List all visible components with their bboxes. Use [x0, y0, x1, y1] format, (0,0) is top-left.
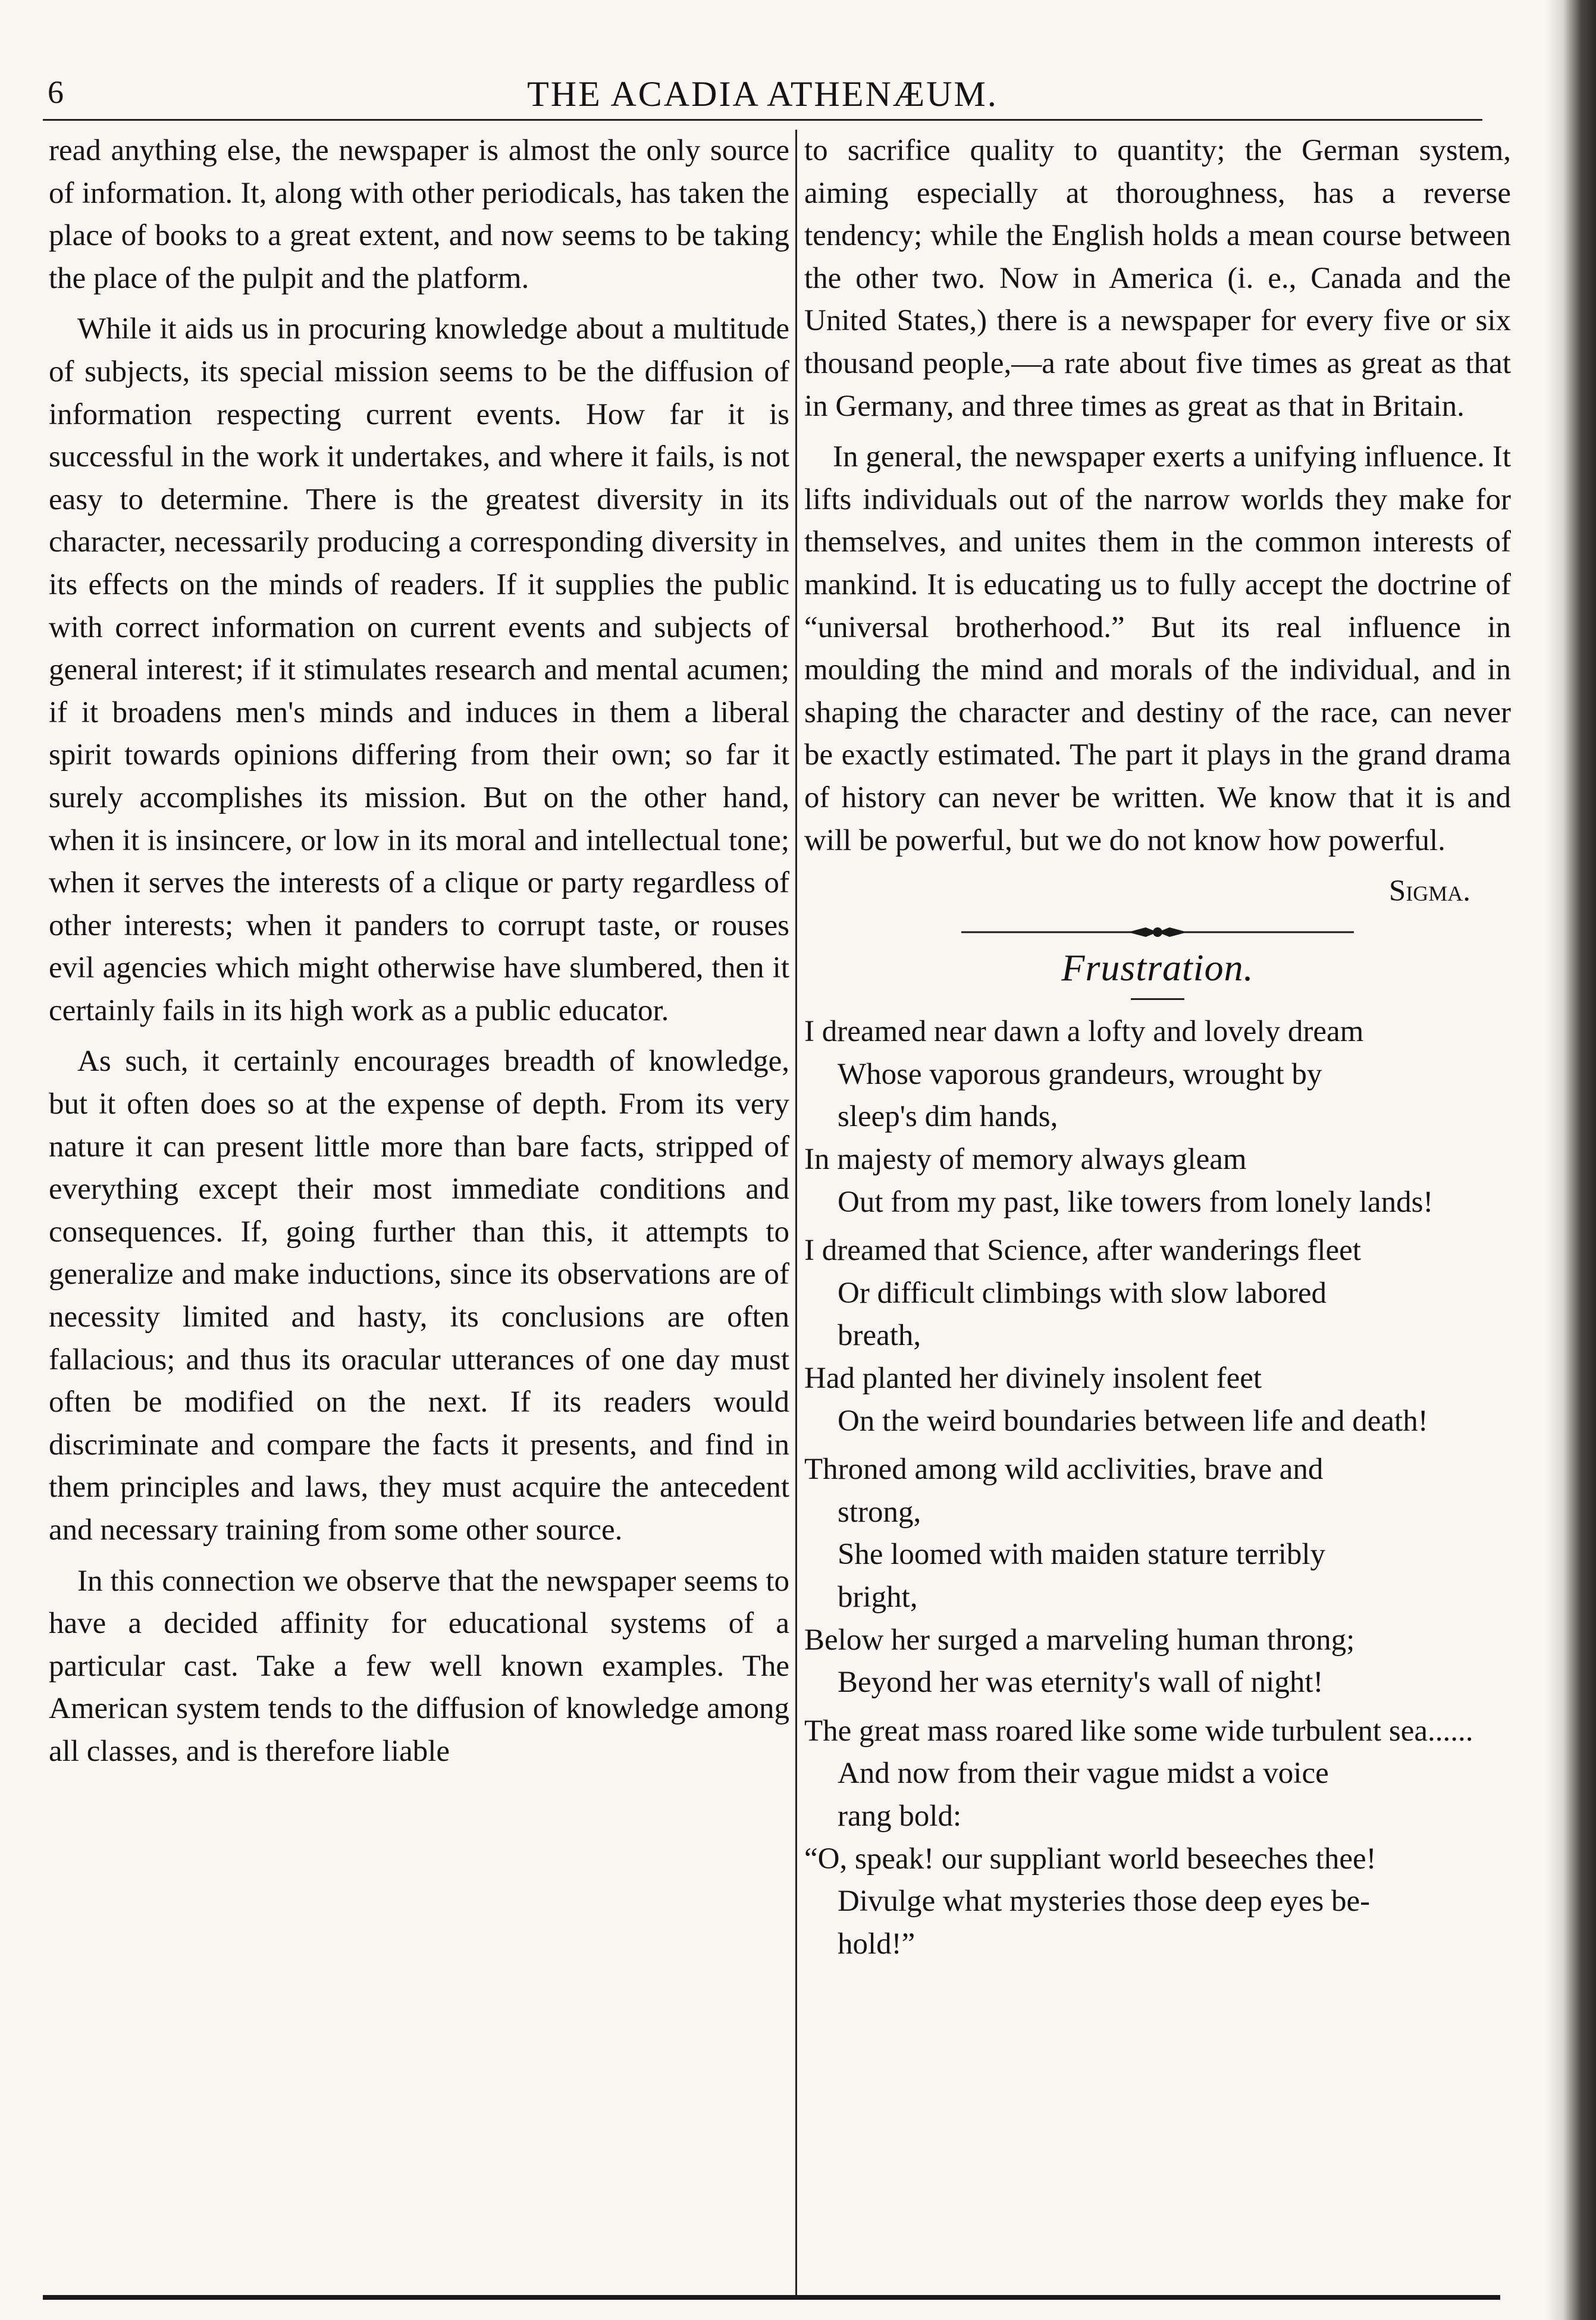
- author-signature: Sigma.: [1388, 874, 1470, 908]
- poem-line: In majesty of memory always gleam: [804, 1143, 1247, 1177]
- page-number: 6: [48, 74, 64, 110]
- paragraph: read anything else, the newspaper is almost the only source of information. It, along with other periodicals, has taken the place of books to a great extent, and now seems to be taking the place of the pulpit and the platform.: [49, 134, 789, 295]
- poem-line: I dreamed that Science, after wanderings fleet: [804, 1234, 1361, 1268]
- poem-line: And now from their vague midst a voice: [838, 1757, 1329, 1791]
- poem-line: “O, speak! our suppliant world beseeches thee!: [804, 1842, 1376, 1876]
- poem-line: breath,: [838, 1319, 921, 1353]
- poem-stanza: [804, 1449, 1511, 1704]
- page-header: [43, 70, 1482, 124]
- poem-stanza: [804, 1230, 1511, 1443]
- poem-line: I dreamed near dawn a lofty and lovely dream: [804, 1015, 1364, 1049]
- poem-line: Or difficult climbings with slow labored: [838, 1276, 1327, 1310]
- poem-line: Beyond her was eternity's wall of night!: [838, 1666, 1324, 1700]
- poem-line: Whose vaporous grandeurs, wrought by: [838, 1057, 1322, 1091]
- poem-stanza: [804, 1710, 1511, 1966]
- poem-line: Had planted her divinely insolent feet: [804, 1362, 1262, 1396]
- paragraph: to sacrifice quality to quantity; the German system, aiming especially at thoroughness, has a reverse tendency; while the English holds a mean course between the other two. Now in America (i. e., Canada and the United States,) there is a newspaper for every five or six thousand people,—a rate about five times as great as that in Germany, and three times as great as that in Britain.: [804, 134, 1511, 423]
- bottom-rule: [43, 2295, 1500, 2300]
- page-binding-edge: [1545, 0, 1596, 2320]
- running-title: THE ACADIA ATHENÆUM.: [527, 74, 998, 114]
- column-divider: [795, 130, 797, 2295]
- poem-line: rang bold:: [838, 1799, 962, 1833]
- poem-line: On the weird boundaries between life and death!: [838, 1404, 1428, 1438]
- poem-line: sleep's dim hands,: [838, 1100, 1058, 1134]
- paragraph: While it aids us in procuring knowledge about a multitude of subjects, its special mission seems to be the diffusion of information respecting current events. How far it is successful in the work it undertakes, and where it fails, is not easy to determine. There is the greatest diversity in its character, necessarily producing a corresponding diversity in its effects on the minds of readers. If it supplies the public with correct information on current events and subjects of general interest; if it stimulates research and mental acumen; if it broadens men's minds and induces in them a liberal spirit towards opinions differing from their own; so far it surely accomplishes its mission. But on the other hand, when it is insincere, or low in its moral and intellectual tone; when it serves the interests of a clique or party regardless of other interests; when it panders to corrupt taste, or rouses evil agencies which might otherwise have slumbered, then it certainly fails in its high work as a public educator.: [49, 312, 789, 1027]
- right-column: [804, 130, 1511, 1971]
- poem-line: Out from my past, like towers from lonely lands!: [838, 1185, 1434, 1219]
- header-rule: [43, 119, 1482, 121]
- paragraph: In general, the newspaper exerts a unifying influence. It lifts individuals out of the narrow worlds they make for themselves, and unites them in the common interests of mankind. It is educating us to fully accept the doctrine of “universal brotherhood.” But its real influence in moulding the mind and morals of the individual, and in shaping the character and destiny of the race, can never be exactly estimated. The part it plays in the grand drama of history can never be written. We know that it is and will be powerful, but we do not know how powerful.: [804, 440, 1511, 857]
- paragraph: As such, it certainly encourages breadth of knowledge, but it often does so at the expense of depth. From its very nature it can present little more than bare facts, stripped of everything except their most immediate conditions and consequences. If, going further than this, it attempts to generalize and make inductions, since its observations are of necessity limited and hasty, its conclusions are often fallacious; and thus its oracular utterances of one day must often be modified on the next. If its readers would discriminate and compare the facts it presents, and find in them principles and laws, they must acquire the antecedent and necessary training from some other source.: [49, 1045, 789, 1547]
- poem-title-rule: [1131, 998, 1184, 1000]
- poem-stanza: [804, 1011, 1511, 1224]
- ornament-icon: [949, 921, 1366, 943]
- poem-line: hold!”: [838, 1927, 915, 1961]
- poem-line: bright,: [838, 1581, 918, 1614]
- ornamental-rule: [804, 921, 1511, 943]
- poem-line: She loomed with maiden stature terribly: [838, 1538, 1326, 1572]
- poem-title: Frustration.: [1061, 946, 1254, 989]
- paragraph: In this connection we observe that the newspaper seems to have a decided affinity for educational systems of a particular cast. Take a few well known examples. The American system tends to the diffusion of knowledge among all classes, and is therefore liable: [49, 1564, 789, 1768]
- poem-line: strong,: [838, 1495, 921, 1529]
- poem-line: Throned among wild acclivities, brave and: [804, 1453, 1324, 1487]
- poem-line: Below her surged a marveling human throng;: [804, 1623, 1355, 1657]
- poem-line: The great mass roared like some wide turbulent sea......: [804, 1714, 1473, 1748]
- poem-line: Divulge what mysteries those deep eyes be-: [838, 1885, 1371, 1918]
- left-column: [49, 130, 789, 1782]
